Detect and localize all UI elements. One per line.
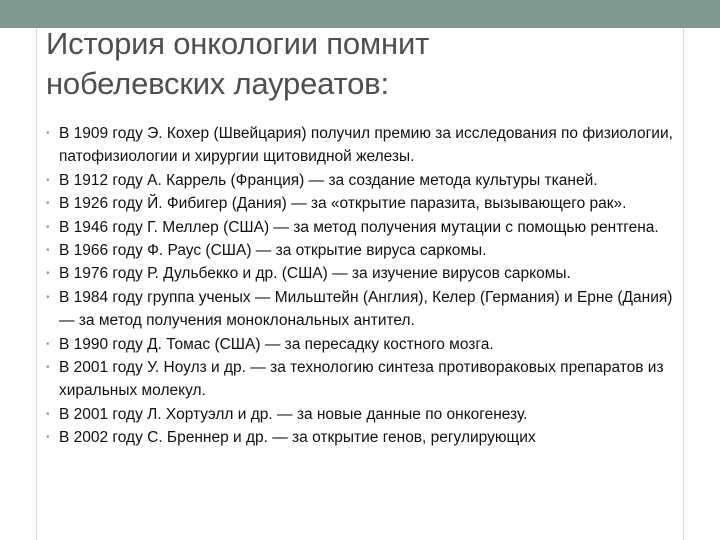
list-item-text: В 2002 году С. Бреннер и др. — за открытие генов, регулирующих xyxy=(59,429,536,447)
list-item-text: В 1909 году Э. Кохер (Швейцария) получил премию за исследования по физиологии, патофизиологии и хирургии щитовидной железы. xyxy=(59,125,673,166)
slide-title-line-2: нобелевских лауреатов: xyxy=(46,66,389,101)
slide-title-line-1: История онкологии помнит xyxy=(46,26,430,61)
list-item-text: В 1912 году А. Каррель (Франция) — за создание метода культуры тканей. xyxy=(59,171,598,189)
list-item xyxy=(46,262,686,285)
list-item-text: В 2001 году Л. Хортуэлл и др. — за новые данные по онкогенезу. xyxy=(59,405,528,423)
list-item-text: В 1976 году Р. Дульбекко и др. (США) — за изучение вирусов саркомы. xyxy=(59,265,571,283)
list-item-text: В 1984 году группа ученых — Мильштейн (Англия), Келер (Германия) и Ерне (Дания) — за метод получения моноклональных антител. xyxy=(59,288,673,330)
bullet-icon: • xyxy=(46,432,50,444)
slide-title xyxy=(46,24,666,104)
list-item xyxy=(46,333,686,356)
bullet-icon: • xyxy=(46,221,50,233)
laureates-list xyxy=(46,122,686,450)
list-item-text: В 1990 году Д. Томас (США) — за пересадку костного мозга. xyxy=(59,335,494,353)
list-item xyxy=(46,403,686,426)
list-item xyxy=(46,426,686,449)
bullet-icon: • xyxy=(46,362,50,374)
list-item xyxy=(46,356,686,403)
bullet-icon: • xyxy=(46,338,50,350)
list-item xyxy=(46,169,686,192)
bullet-icon: • xyxy=(46,245,50,257)
list-item xyxy=(46,286,686,333)
bullet-icon: • xyxy=(46,408,50,420)
list-item xyxy=(46,216,686,239)
list-item-text: В 1966 году Ф. Раус (США) — за открытие вируса саркомы. xyxy=(59,242,487,260)
bullet-icon: • xyxy=(46,128,50,139)
list-item xyxy=(46,192,686,215)
list-item-text: В 2001 году У. Ноулз и др. — за технологию синтеза противораковых препаратов из хиральных молекул. xyxy=(59,359,664,400)
left-margin-rule xyxy=(36,28,37,540)
bullet-icon: • xyxy=(46,174,50,186)
list-item-text: В 1926 году Й. Фибигер (Дания) — за «открытие паразита, вызывающего рак». xyxy=(59,195,627,213)
list-item xyxy=(46,239,686,262)
bullet-icon: • xyxy=(46,291,50,303)
list-item xyxy=(46,122,686,169)
list-item-text: В 1946 году Г. Меллер (США) — за метод получения мутации с помощью рентгена. xyxy=(59,218,659,236)
bullet-icon: • xyxy=(46,268,50,280)
bullet-icon: • xyxy=(46,198,50,210)
